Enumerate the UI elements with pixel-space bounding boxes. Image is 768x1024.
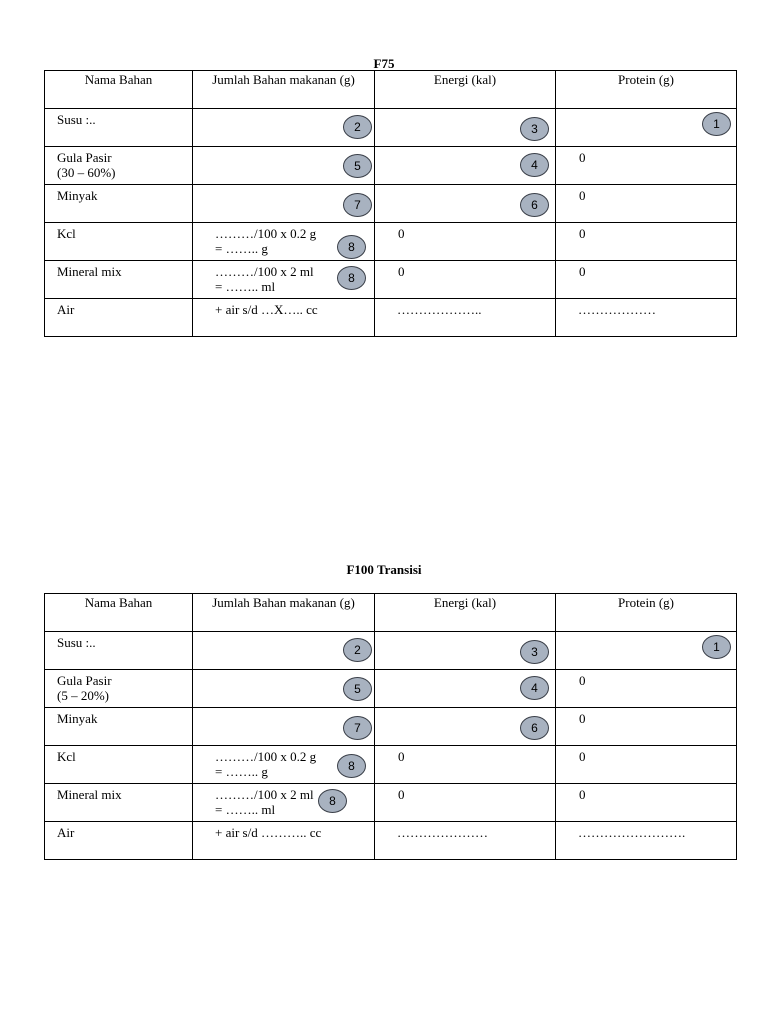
badge-8: 8 xyxy=(337,754,366,778)
row-susu-protein xyxy=(556,109,737,147)
row-minyak-amount xyxy=(193,708,375,746)
row-air-name: Air xyxy=(45,822,193,860)
row-kcl-energi: 0 xyxy=(375,223,556,261)
badge-5: 5 xyxy=(343,154,372,178)
table-row xyxy=(45,299,737,337)
row-kcl-amount: ………/100 x 0.2 g = …….. g 8 xyxy=(193,746,375,784)
row-mineral-energi: 0 xyxy=(375,261,556,299)
badge-3: 3 xyxy=(520,117,549,141)
row-mineral-protein: 0 xyxy=(556,261,737,299)
table-row xyxy=(45,670,737,708)
row-air-protein: ……………… xyxy=(556,299,737,337)
table-row xyxy=(45,708,737,746)
f100-table xyxy=(44,593,737,860)
row-mineral-name: Mineral mix xyxy=(45,261,193,299)
badge-1: 1 xyxy=(702,635,731,659)
row-air-protein: ……………………. xyxy=(556,822,737,860)
row-mineral-protein: 0 xyxy=(556,784,737,822)
row-kcl-amount: ………/100 x 0.2 g = …….. g 8 xyxy=(193,223,375,261)
table-row xyxy=(45,822,737,860)
badge-2: 2 xyxy=(343,115,372,139)
badge-5: 5 xyxy=(343,677,372,701)
row-kcl-energi: 0 xyxy=(375,746,556,784)
badge-4: 4 xyxy=(520,676,549,700)
header-energi: Energi (kal) xyxy=(375,594,556,632)
row-minyak-protein: 0 xyxy=(556,708,737,746)
row-minyak-energi xyxy=(375,708,556,746)
row-gula-energi xyxy=(375,147,556,185)
row-minyak-name: Minyak xyxy=(45,708,193,746)
header-protein: Protein (g) xyxy=(556,71,737,109)
row-susu-name: Susu :.. xyxy=(45,109,193,147)
row-susu-amount xyxy=(193,109,375,147)
row-kcl-protein: 0 xyxy=(556,223,737,261)
table-row xyxy=(45,784,737,822)
row-susu-protein xyxy=(556,632,737,670)
table-row xyxy=(45,746,737,784)
header-jumlah: Jumlah Bahan makanan (g) xyxy=(193,71,375,109)
row-air-amount: + air s/d …X….. cc xyxy=(193,299,375,337)
table-row xyxy=(45,147,737,185)
badge-3: 3 xyxy=(520,640,549,664)
row-minyak-energi xyxy=(375,185,556,223)
row-kcl-protein: 0 xyxy=(556,746,737,784)
badge-2: 2 xyxy=(343,638,372,662)
badge-4: 4 xyxy=(520,153,549,177)
row-gula-protein: 0 xyxy=(556,670,737,708)
badge-8: 8 xyxy=(337,235,366,259)
row-gula-protein: 0 xyxy=(556,147,737,185)
row-gula-name: Gula Pasir (5 – 20%) xyxy=(45,670,193,708)
f75-table xyxy=(44,70,737,337)
header-row xyxy=(45,594,737,632)
table-row xyxy=(45,223,737,261)
row-minyak-amount xyxy=(193,185,375,223)
row-gula-amount xyxy=(193,670,375,708)
row-gula-name: Gula Pasir (30 – 60%) xyxy=(45,147,193,185)
row-susu-energi xyxy=(375,632,556,670)
table-row xyxy=(45,185,737,223)
row-air-energi: ……………….. xyxy=(375,299,556,337)
badge-1: 1 xyxy=(702,112,731,136)
row-air-name: Air xyxy=(45,299,193,337)
table-title-f100: F100 Transisi xyxy=(346,562,422,577)
header-nama-bahan: Nama Bahan xyxy=(45,71,193,109)
badge-6: 6 xyxy=(520,716,549,740)
row-gula-energi xyxy=(375,670,556,708)
row-kcl-name: Kcl xyxy=(45,746,193,784)
table-row xyxy=(45,109,737,147)
table-row xyxy=(45,261,737,299)
row-susu-energi xyxy=(375,109,556,147)
header-nama-bahan: Nama Bahan xyxy=(45,594,193,632)
row-minyak-name: Minyak xyxy=(45,185,193,223)
row-mineral-energi: 0 xyxy=(375,784,556,822)
row-mineral-name: Mineral mix xyxy=(45,784,193,822)
row-susu-name: Susu :.. xyxy=(45,632,193,670)
header-protein: Protein (g) xyxy=(556,594,737,632)
row-mineral-amount: ………/100 x 2 ml = …….. ml 8 xyxy=(193,261,375,299)
header-row xyxy=(45,71,737,109)
badge-7: 7 xyxy=(343,716,372,740)
badge-8: 8 xyxy=(318,789,347,813)
row-air-amount: + air s/d ……….. cc xyxy=(193,822,375,860)
header-energi: Energi (kal) xyxy=(375,71,556,109)
row-minyak-protein: 0 xyxy=(556,185,737,223)
row-kcl-name: Kcl xyxy=(45,223,193,261)
row-air-energi: ………………… xyxy=(375,822,556,860)
badge-6: 6 xyxy=(520,193,549,217)
row-gula-amount xyxy=(193,147,375,185)
badge-7: 7 xyxy=(343,193,372,217)
table-row xyxy=(45,632,737,670)
row-susu-amount xyxy=(193,632,375,670)
row-mineral-amount: ………/100 x 2 ml = …….. ml 8 xyxy=(193,784,375,822)
badge-8: 8 xyxy=(337,266,366,290)
header-jumlah: Jumlah Bahan makanan (g) xyxy=(193,594,375,632)
table-title-f75: F75 xyxy=(373,56,395,71)
